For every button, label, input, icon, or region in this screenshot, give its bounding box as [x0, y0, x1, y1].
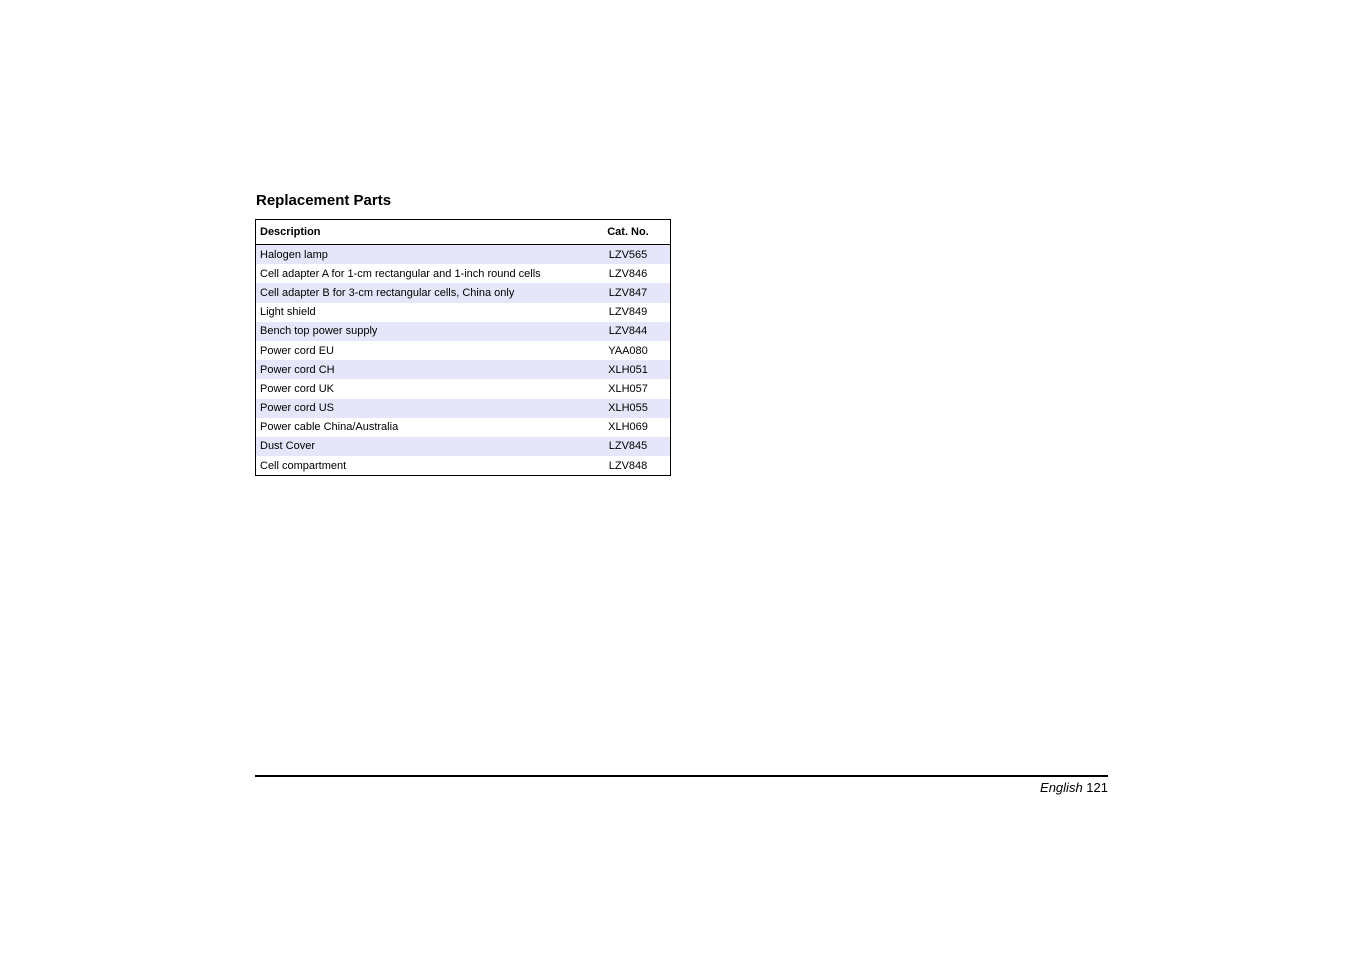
cell-description: Power cord CH	[256, 360, 587, 379]
table-row	[256, 283, 671, 302]
table-row	[256, 399, 671, 418]
table-row	[256, 360, 671, 379]
cell-description: Power cord UK	[256, 379, 587, 398]
table-row	[256, 264, 671, 283]
cell-description: Bench top power supply	[256, 322, 587, 341]
column-header-cat-no: Cat. No.	[586, 220, 671, 245]
cell-cat-no: LZV847	[586, 283, 671, 302]
cell-description: Cell adapter A for 1-cm rectangular and 1-inch round cells	[256, 264, 587, 283]
replacement-parts-table	[255, 219, 671, 476]
table-row	[256, 437, 671, 456]
cell-cat-no: YAA080	[586, 341, 671, 360]
table-row	[256, 341, 671, 360]
page-footer	[1040, 780, 1108, 796]
cell-cat-no: XLH057	[586, 379, 671, 398]
cell-description: Halogen lamp	[256, 245, 587, 265]
cell-cat-no: LZV848	[586, 456, 671, 476]
table-header-row	[256, 220, 671, 245]
cell-cat-no: LZV849	[586, 303, 671, 322]
cell-cat-no: LZV565	[586, 245, 671, 265]
table-row	[256, 418, 671, 437]
cell-description: Power cable China/Australia	[256, 418, 587, 437]
cell-cat-no: LZV846	[586, 264, 671, 283]
footer-divider	[255, 775, 1108, 777]
table-row	[256, 303, 671, 322]
cell-description: Power cord EU	[256, 341, 587, 360]
table-row	[256, 245, 671, 265]
cell-cat-no: LZV845	[586, 437, 671, 456]
column-header-description: Description	[256, 220, 587, 245]
footer-language: English	[1040, 780, 1083, 795]
cell-cat-no: XLH051	[586, 360, 671, 379]
cell-description: Cell adapter B for 3-cm rectangular cells, China only	[256, 283, 587, 302]
cell-cat-no: LZV844	[586, 322, 671, 341]
cell-cat-no: XLH055	[586, 399, 671, 418]
cell-description: Light shield	[256, 303, 587, 322]
table-row	[256, 379, 671, 398]
table-row	[256, 322, 671, 341]
table-row	[256, 456, 671, 476]
cell-cat-no: XLH069	[586, 418, 671, 437]
cell-description: Dust Cover	[256, 437, 587, 456]
cell-description: Cell compartment	[256, 456, 587, 476]
page-number: 121	[1086, 780, 1108, 795]
section-title: Replacement Parts	[256, 192, 392, 209]
cell-description: Power cord US	[256, 399, 587, 418]
